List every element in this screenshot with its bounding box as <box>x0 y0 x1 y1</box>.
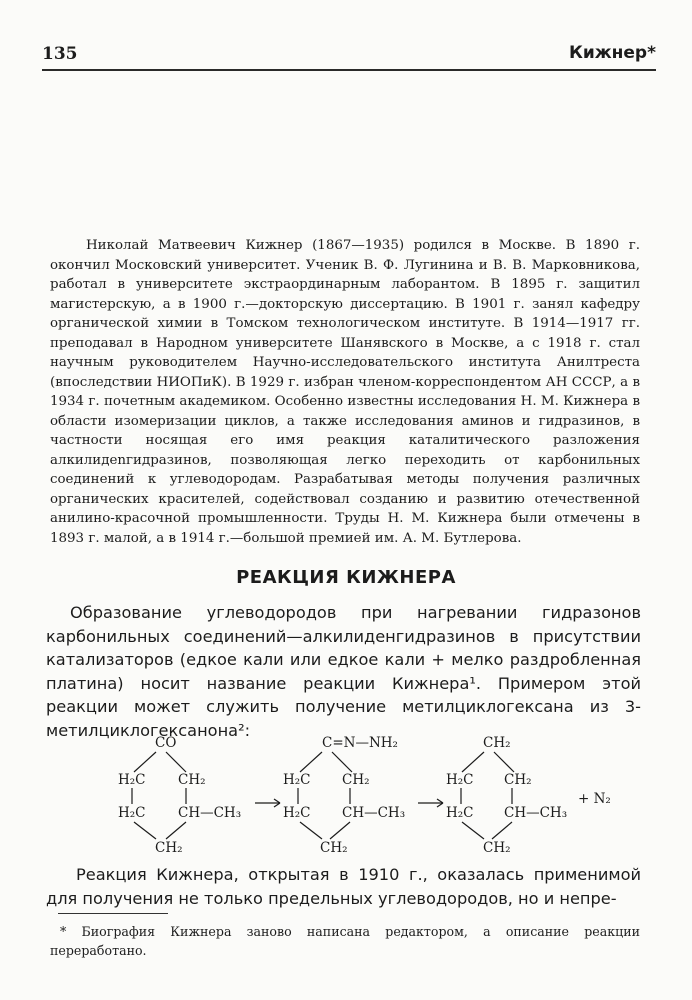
m2-bond <box>332 752 352 772</box>
footnote-rule <box>58 913 168 914</box>
m3-bond <box>492 822 512 839</box>
m1-bond <box>134 822 156 839</box>
m3-bond <box>462 822 484 839</box>
m2-upper-right: CH₂ <box>342 772 370 788</box>
running-head: Кижнер* <box>568 43 656 63</box>
m2-lower-right: CH—CH₃ <box>342 805 406 821</box>
page-number: 135 <box>42 44 78 64</box>
m2-bond <box>300 752 322 772</box>
m1-top: CO <box>155 735 177 751</box>
m1-bond <box>166 752 186 772</box>
molecule-hydrazone <box>283 735 405 855</box>
m1-upper-left: H₂C <box>118 772 146 788</box>
m3-upper-left: H₂C <box>446 772 474 788</box>
m1-bond <box>134 752 156 772</box>
m2-upper-left: H₂C <box>283 772 311 788</box>
reaction-scheme <box>100 733 640 855</box>
intro-paragraph: Образование углеводородов при нагревании гидразонов карбонильных соединений—алкилиденгидразинов в присутствии катализаторов (едкое кали или едкое кали + мелко раздробленная платина) носит название реакции Кижнера¹. Примером этой реакции может служить получение метилциклогексана из 3-метилциклогексанона²: <box>46 603 641 740</box>
m1-upper-right: CH₂ <box>178 772 206 788</box>
molecule-methylcyclohexane <box>446 735 567 855</box>
m2-bottom: CH₂ <box>320 840 348 855</box>
footnote: * Биография Кижнера заново написана редактором, а описание реакции переработано. <box>50 924 640 958</box>
header-rule <box>42 69 656 71</box>
m3-bond <box>462 752 484 772</box>
byproduct-nitrogen: + N₂ <box>578 791 611 807</box>
m1-lower-right: CH—CH₃ <box>178 805 242 821</box>
m3-top: CH₂ <box>483 735 511 751</box>
m2-lower-left: H₂C <box>283 805 311 821</box>
m2-bond <box>300 822 322 839</box>
m1-lower-left: H₂C <box>118 805 146 821</box>
m1-bond <box>166 822 186 839</box>
m3-bond <box>494 752 514 772</box>
section-title: РЕАКЦИЯ КИЖНЕРА <box>236 567 456 588</box>
closing-paragraph: Реакция Кижнера, открытая в 1910 г., оказалась применимой для получения не только предельных углеводородов, но и непре- <box>46 865 641 908</box>
biography-paragraph: Николай Матвеевич Кижнер (1867—1935) родился в Москве. В 1890 г. окончил Московский университет. Ученик В. Ф. Лугинина и В. В. Марковникова, работал в университете экстраординарным лаборантом. В 1895 г. защитил магистерскую, а в 1900 г.—докторскую диссертацию. В 1901 г. занял кафедру органической химии в Томском технологическом институте. В 1914—1917 гг. преподавал в Народном университете Шанявского в Москве, а с 1918 г. стал научным руководителем Научно-исследовательского института Анилтреста (впоследствии НИОПиК). В 1929 г. избран членом-корреспондентом АН СССР, а в 1934 г. почетным академиком. Особенно известны исследования Н. М. Кижнера в области изомеризации циклов, а также исследования аминов и гидразинов, в частности носящая его имя реакция каталитического разложения алкилидenгидразинов, позволяющая легко переходить от карбонильных соединений к углеводородам. Разрабатывая методы получения различных органических красителей, содействовал созданию и развитию отечественной анилино-красочной промышленности. Труды Н. М. Кижнера были отмечены в 1893 г. малой, а в 1914 г.—большой премией им. А. М. Бутлерова. <box>50 238 640 546</box>
m2-bond <box>330 822 350 839</box>
m1-bottom: CH₂ <box>155 840 183 855</box>
m2-top: C=N—NH₂ <box>322 735 398 751</box>
molecule-ketone <box>118 735 241 855</box>
m3-upper-right: CH₂ <box>504 772 532 788</box>
m3-lower-left: H₂C <box>446 805 474 821</box>
m3-bottom: CH₂ <box>483 840 511 855</box>
m3-lower-right: CH—CH₃ <box>504 805 568 821</box>
